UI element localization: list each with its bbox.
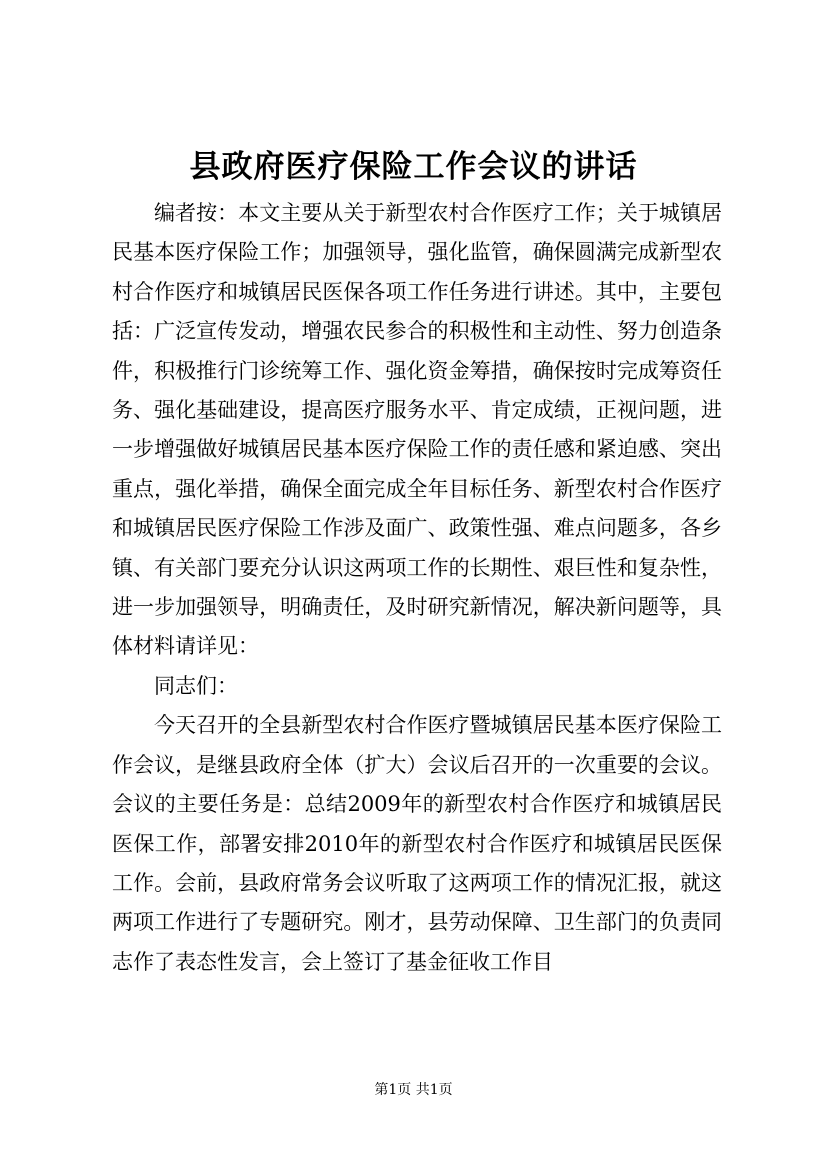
editor-note-paragraph: 编者按：本文主要从关于新型农村合作医疗工作；关于城镇居民基本医疗保险工作；加强领导，强化监管，确保圆满完成新型农村合作医疗和城镇居民医保各项工作任务进行讲述。其中，主要包括：广泛宣传发动，增强农民参合的积极性和主动性、努力创造条件，积极推行门诊统筹工作、强化资金筹措，确保按时完成筹资任务、强化基础建设，提高医疗服务水平、肯定成绩，正视问题，进一步增强做好城镇居民基本医疗保险工作的责任感和紧迫感、突出重点，强化举措，确保全面完成全年目标任务、新型农村合作医疗和城镇居民医疗保险工作涉及面广、政策性强、难点问题多，各乡镇、有关部门要充分认识这两项工作的长期性、艰巨性和复杂性，进一步加强领导，明确责任，及时研究新情况，解决新问题等，具体材料请详见： — [112, 201, 722, 659]
body-paragraph: 今天召开的全县新型农村合作医疗暨城镇居民基本医疗保险工作会议，是继县政府全体（扩大）会议后召开的一次重要的会议。会议的主要任务是：总结2009年的新型农村合作医疗和城镇居民医保工作，部署安排2010年的新型农村合作医疗和城镇居民医保工作。会前，县政府常务会议听取了这两项工作的情况汇报，就这两项工作进行了专题研究。刚才，县劳动保障、卫生部门的负责同志作了表态性发言，会上签订了基金征收工作目 — [112, 713, 722, 974]
document-title: 县政府医疗保险工作会议的讲话 — [189, 149, 638, 185]
document-body — [112, 194, 722, 982]
page-number-footer: 第1页 共1页 — [374, 1082, 453, 1098]
salutation-paragraph: 同志们： — [154, 673, 238, 698]
